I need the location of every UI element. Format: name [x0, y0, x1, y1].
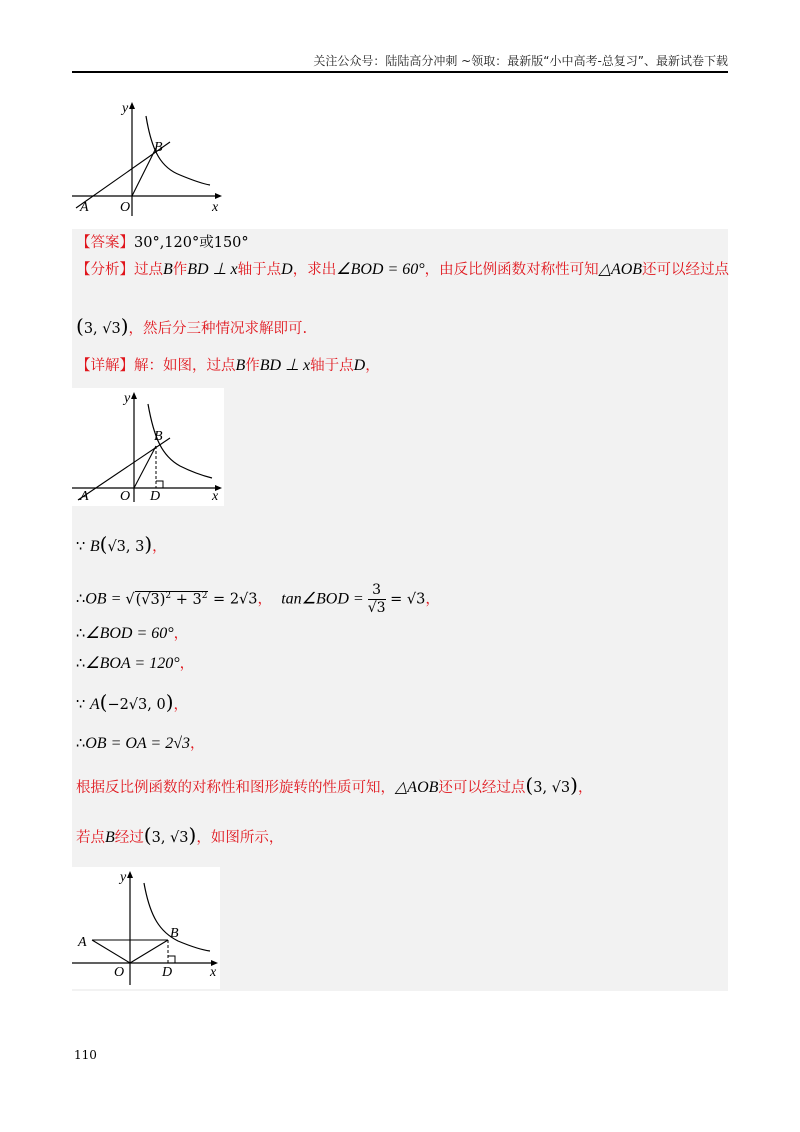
math-point: −2√3, 0 — [107, 697, 166, 713]
point-b: B — [89, 538, 100, 555]
because-symbol: ∵ — [76, 697, 86, 713]
detail-text: 轴于点 — [310, 358, 354, 374]
label-o: O — [120, 489, 131, 504]
label-b: B — [170, 926, 179, 941]
detail-line — [76, 356, 380, 376]
analysis-text: ，由反比例函数对称性可知 — [424, 262, 599, 278]
label-a: A — [78, 935, 87, 950]
step-text: 若点 — [76, 830, 105, 846]
analysis-text: 还可以经过点 — [642, 262, 730, 278]
point-d: D — [353, 357, 366, 374]
analysis-line-1 — [76, 260, 729, 280]
segment-ao — [92, 940, 130, 963]
therefore-symbol: ∴ — [76, 626, 86, 642]
label-a: A — [80, 200, 89, 215]
therefore-symbol: ∴ — [76, 656, 86, 672]
detail-text: 解：如图，过点 — [134, 358, 236, 374]
math-plus: + 3 — [171, 591, 202, 608]
analysis-line-2: (3, √3)，然后分三种情况求解即可. — [76, 314, 308, 338]
punctuation: ， — [257, 591, 273, 608]
math-bd-perp-x: BD ⊥ x — [187, 261, 238, 278]
label-y: y — [120, 870, 127, 885]
punctuation: ， — [577, 780, 593, 796]
label-o: O — [114, 965, 125, 980]
analysis-text: ，求出 — [292, 262, 337, 278]
point-d: D — [281, 261, 293, 278]
math-result: = 2√3 — [208, 591, 258, 608]
analysis-text: 轴于点 — [237, 262, 282, 278]
point-a: A — [89, 696, 100, 713]
math-triangle-aob: △AOB — [598, 261, 643, 278]
detail-tag: 【详解】 — [76, 358, 134, 374]
fraction-denominator: √3 — [367, 600, 386, 616]
math-ob-oa: OB = OA = 2√3 — [85, 735, 190, 752]
fraction — [368, 582, 386, 617]
step-text: ，如图所示， — [196, 830, 284, 846]
y-axis-arrow — [131, 392, 137, 399]
figure-graph-3 — [70, 867, 230, 989]
label-d: D — [150, 489, 161, 504]
step-text: 还可以经过点 — [438, 780, 526, 796]
fraction-numerator: 3 — [368, 582, 386, 600]
step-1: ∵ B(√3, 3)， — [76, 532, 167, 556]
step-5: ∵ A(−2√3, 0)， — [76, 690, 189, 714]
detail-text: ， — [365, 358, 380, 374]
label-x: x — [212, 200, 219, 215]
punctuation: ， — [189, 736, 205, 752]
math-point: 3, √3 — [83, 321, 121, 337]
step-4 — [76, 654, 194, 674]
math-ob: OB = — [85, 590, 126, 608]
punctuation: ， — [179, 656, 195, 672]
punctuation: ， — [152, 539, 167, 555]
math-point: 3, √3 — [151, 830, 189, 846]
label-a: A — [80, 489, 89, 504]
math-point: √3, 3 — [107, 539, 145, 555]
page-header: 关注公众号：陆陆高分冲刺 ~领取：最新版“小中高考-总复习”、最新试卷下载 — [313, 54, 728, 68]
step-7: 根据反比例函数的对称性和图形旋转的性质可知，△AOB还可以经过点(3, √3)， — [76, 773, 593, 797]
step-3 — [76, 624, 188, 644]
punctuation: ， — [425, 591, 440, 608]
math-triangle-aob: △AOB — [395, 779, 439, 796]
segment-ob — [130, 940, 168, 963]
analysis-text: 过点 — [134, 262, 163, 278]
math-sqrt3: (√3) — [135, 591, 166, 608]
exponent: 2 — [165, 590, 172, 601]
point-b: B — [235, 357, 246, 374]
math-bd-perp-x: BD ⊥ x — [259, 357, 311, 374]
label-d: D — [162, 965, 173, 980]
punctuation: ， — [173, 697, 189, 713]
page-number: 110 — [74, 1048, 97, 1062]
point-b: B — [105, 829, 115, 846]
label-b: B — [154, 429, 163, 444]
segment-ob — [134, 446, 156, 488]
answer-tag: 【答案】 — [76, 235, 134, 251]
y-axis-arrow — [129, 102, 135, 109]
analysis-tag: 【分析】 — [76, 262, 134, 278]
math-angle-bod: ∠BOD = 60° — [336, 261, 425, 278]
therefore-symbol: ∴ — [76, 736, 86, 752]
right-angle-mark — [156, 481, 163, 488]
math-point: 3, √3 — [533, 780, 571, 796]
punctuation: ， — [173, 626, 189, 642]
label-y: y — [122, 101, 129, 116]
segment-ob — [132, 148, 156, 196]
answer-value: 30°,120°或150° — [134, 235, 249, 251]
y-axis-arrow — [127, 871, 133, 878]
right-angle-mark — [168, 956, 175, 963]
label-x: x — [210, 965, 217, 980]
therefore-symbol: ∴ — [76, 591, 86, 608]
label-b: B — [154, 140, 163, 155]
header-divider — [72, 71, 728, 73]
step-2: ∴OB = $√(√3)^2 + 3^2 = 2√3$， tan∠BOD = $\frac{3}{√3}$ = √3， — [76, 582, 440, 616]
detail-text: 作 — [245, 358, 260, 374]
x-axis-arrow — [215, 193, 222, 199]
math-result: = √3 — [385, 591, 426, 608]
answer-line — [76, 233, 249, 253]
analysis-text: ，然后分三种情况求解即可. — [128, 321, 308, 337]
figure-graph-2 — [70, 388, 230, 506]
step-text: 根据反比例函数的对称性和图形旋转的性质可知， — [76, 780, 395, 796]
step-text: 经过 — [114, 830, 144, 846]
label-o: O — [120, 200, 131, 215]
label-y: y — [124, 391, 131, 406]
math-tan-bod: tan∠BOD = — [281, 590, 368, 608]
analysis-text: 作 — [172, 262, 188, 278]
math-angle-boa: ∠BOA = 120° — [85, 655, 180, 672]
point-b: B — [163, 261, 173, 278]
step-6 — [76, 734, 204, 754]
label-x: x — [212, 489, 219, 504]
figure-graph-1 — [70, 98, 230, 220]
math-angle-bod: ∠BOD = 60° — [85, 625, 174, 642]
because-symbol: ∵ — [76, 539, 86, 555]
exponent: 2 — [201, 590, 208, 601]
step-8: 若点B经过(3, √3)，如图所示， — [76, 823, 284, 847]
